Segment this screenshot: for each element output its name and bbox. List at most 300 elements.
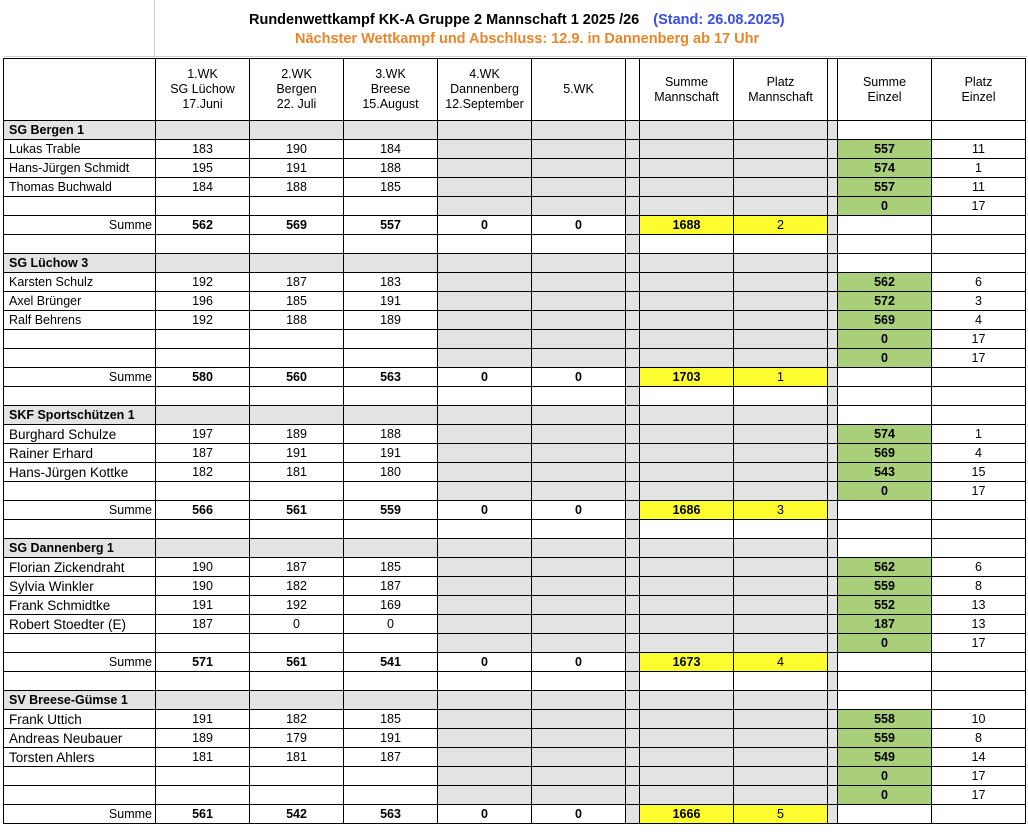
cell[interactable] (250, 691, 344, 710)
cell[interactable] (156, 235, 250, 254)
cell[interactable] (640, 273, 734, 292)
sum-label[interactable]: Summe (4, 216, 156, 235)
shooter-score-wk4[interactable] (438, 178, 532, 197)
cell[interactable] (626, 672, 640, 691)
spacer-cell[interactable] (828, 121, 838, 140)
spacer-cell[interactable] (828, 178, 838, 197)
cell[interactable] (4, 672, 156, 691)
spacer-cell[interactable] (626, 349, 640, 368)
cell[interactable] (4, 387, 156, 406)
shooter-rank[interactable]: 1 (932, 425, 1026, 444)
shooter-name[interactable]: Frank Uttich (4, 710, 156, 729)
cell[interactable] (640, 558, 734, 577)
cell[interactable] (734, 406, 828, 425)
shooter-score-wk4[interactable] (438, 292, 532, 311)
team-total[interactable]: 1673 (640, 653, 734, 672)
shooter-total[interactable]: 0 (838, 197, 932, 216)
shooter-score-wk4[interactable] (438, 767, 532, 786)
cell[interactable] (838, 539, 932, 558)
column-header-wk2[interactable] (250, 59, 344, 121)
cell[interactable] (734, 387, 828, 406)
shooter-score-wk4[interactable] (438, 558, 532, 577)
shooter-rank[interactable]: 1 (932, 159, 1026, 178)
spacer-cell[interactable] (626, 539, 640, 558)
shooter-rank[interactable]: 4 (932, 311, 1026, 330)
shooter-score-wk2[interactable]: 188 (250, 311, 344, 330)
shooter-score-wk4[interactable] (438, 311, 532, 330)
cell[interactable] (626, 387, 640, 406)
spacer-cell[interactable] (828, 615, 838, 634)
cell[interactable] (640, 387, 734, 406)
spacer-cell[interactable] (626, 786, 640, 805)
cell[interactable] (932, 406, 1026, 425)
team-total-wk1[interactable]: 561 (156, 805, 250, 824)
header-empty-cell[interactable] (4, 0, 155, 57)
shooter-score-wk5[interactable] (532, 292, 626, 311)
shooter-total[interactable]: 0 (838, 786, 932, 805)
cell[interactable] (250, 406, 344, 425)
team-total-wk3[interactable]: 563 (344, 805, 438, 824)
cell[interactable] (734, 254, 828, 273)
shooter-total[interactable]: 562 (838, 273, 932, 292)
cell[interactable] (640, 140, 734, 159)
shooter-score-wk3[interactable]: 185 (344, 710, 438, 729)
cell[interactable] (344, 691, 438, 710)
spacer-cell[interactable] (626, 615, 640, 634)
cell[interactable] (438, 520, 532, 539)
spacer-cell[interactable] (828, 482, 838, 501)
team-rank[interactable]: 2 (734, 216, 828, 235)
cell[interactable] (838, 235, 932, 254)
cell[interactable] (828, 387, 838, 406)
shooter-score-wk1[interactable]: 181 (156, 748, 250, 767)
spacer-cell[interactable] (828, 558, 838, 577)
cell[interactable] (640, 786, 734, 805)
shooter-total[interactable]: 569 (838, 311, 932, 330)
cell[interactable] (532, 406, 626, 425)
shooter-score-wk4[interactable] (438, 463, 532, 482)
spacer-cell[interactable] (828, 805, 838, 824)
spacer-cell[interactable] (828, 463, 838, 482)
spacer-cell[interactable] (626, 292, 640, 311)
cell[interactable] (640, 577, 734, 596)
shooter-score-wk5[interactable] (532, 729, 626, 748)
cell[interactable] (250, 254, 344, 273)
shooter-total[interactable]: 562 (838, 558, 932, 577)
cell[interactable] (640, 520, 734, 539)
shooter-score-wk5[interactable] (532, 786, 626, 805)
cell[interactable] (734, 615, 828, 634)
team-total-wk1[interactable]: 571 (156, 653, 250, 672)
shooter-score-wk5[interactable] (532, 197, 626, 216)
cell[interactable] (734, 311, 828, 330)
shooter-score-wk5[interactable] (532, 482, 626, 501)
cell[interactable] (156, 254, 250, 273)
cell[interactable] (156, 672, 250, 691)
cell[interactable] (250, 235, 344, 254)
cell[interactable] (734, 520, 828, 539)
spacer-cell[interactable] (828, 273, 838, 292)
spacer-cell[interactable] (828, 425, 838, 444)
spacer-cell[interactable] (626, 216, 640, 235)
cell[interactable] (532, 520, 626, 539)
shooter-name[interactable]: Burghard Schulze (4, 425, 156, 444)
cell[interactable] (640, 482, 734, 501)
shooter-score-wk2[interactable]: 182 (250, 710, 344, 729)
shooter-rank[interactable]: 17 (932, 482, 1026, 501)
shooter-score-wk4[interactable] (438, 273, 532, 292)
column-header-wk4[interactable] (438, 59, 532, 121)
spacer-cell[interactable] (626, 596, 640, 615)
cell[interactable] (734, 634, 828, 653)
spacer-cell[interactable] (828, 710, 838, 729)
cell[interactable] (932, 121, 1026, 140)
cell[interactable] (734, 330, 828, 349)
cell[interactable] (932, 501, 1026, 520)
cell[interactable] (734, 444, 828, 463)
shooter-score-wk2[interactable]: 187 (250, 273, 344, 292)
shooter-rank[interactable]: 17 (932, 330, 1026, 349)
team-rank[interactable]: 4 (734, 653, 828, 672)
cell[interactable] (532, 254, 626, 273)
cell[interactable] (932, 216, 1026, 235)
team-total-wk3[interactable]: 541 (344, 653, 438, 672)
shooter-score-wk4[interactable] (438, 748, 532, 767)
column-header-platz-mannschaft[interactable] (734, 59, 828, 121)
spacer-cell[interactable] (828, 349, 838, 368)
shooter-score-wk2[interactable]: 192 (250, 596, 344, 615)
shooter-score-wk3[interactable]: 0 (344, 615, 438, 634)
team-total-wk1[interactable]: 562 (156, 216, 250, 235)
team-total-wk2[interactable]: 560 (250, 368, 344, 387)
column-header-summe-mannschaft[interactable] (640, 59, 734, 121)
cell[interactable] (734, 729, 828, 748)
cell[interactable] (734, 425, 828, 444)
cell[interactable] (640, 539, 734, 558)
header-title-cell[interactable] (155, 0, 1027, 57)
cell[interactable] (438, 121, 532, 140)
shooter-rank[interactable]: 17 (932, 786, 1026, 805)
shooter-score-wk2[interactable]: 185 (250, 292, 344, 311)
cell[interactable] (344, 406, 438, 425)
shooter-total[interactable]: 558 (838, 710, 932, 729)
cell[interactable] (932, 653, 1026, 672)
cell[interactable] (156, 520, 250, 539)
shooter-score-wk1[interactable] (156, 482, 250, 501)
team-total-wk3[interactable]: 557 (344, 216, 438, 235)
shooter-score-wk1[interactable]: 183 (156, 140, 250, 159)
shooter-total[interactable]: 552 (838, 596, 932, 615)
shooter-rank[interactable]: 10 (932, 710, 1026, 729)
cell[interactable] (932, 254, 1026, 273)
shooter-score-wk3[interactable] (344, 197, 438, 216)
spacer-cell[interactable] (626, 577, 640, 596)
cell[interactable] (438, 406, 532, 425)
shooter-score-wk1[interactable] (156, 634, 250, 653)
shooter-rank[interactable]: 6 (932, 273, 1026, 292)
shooter-total[interactable]: 0 (838, 330, 932, 349)
shooter-total[interactable]: 557 (838, 140, 932, 159)
team-total-wk4[interactable]: 0 (438, 501, 532, 520)
team-total-wk2[interactable]: 561 (250, 653, 344, 672)
cell[interactable] (640, 349, 734, 368)
cell[interactable] (532, 539, 626, 558)
cell[interactable] (734, 710, 828, 729)
shooter-name[interactable]: Hans-Jürgen Kottke (4, 463, 156, 482)
shooter-score-wk2[interactable]: 179 (250, 729, 344, 748)
shooter-score-wk3[interactable]: 169 (344, 596, 438, 615)
shooter-name[interactable]: Lukas Trable (4, 140, 156, 159)
shooter-total[interactable]: 559 (838, 729, 932, 748)
cell[interactable] (438, 672, 532, 691)
sum-label[interactable]: Summe (4, 805, 156, 824)
spacer-cell[interactable] (828, 330, 838, 349)
column-header-summe-einzel[interactable] (838, 59, 932, 121)
cell[interactable] (532, 121, 626, 140)
spacer-cell[interactable] (828, 59, 838, 121)
cell[interactable] (640, 178, 734, 197)
shooter-name[interactable] (4, 349, 156, 368)
shooter-score-wk2[interactable] (250, 482, 344, 501)
shooter-score-wk5[interactable] (532, 710, 626, 729)
shooter-score-wk4[interactable] (438, 482, 532, 501)
shooter-rank[interactable]: 17 (932, 634, 1026, 653)
cell[interactable] (156, 539, 250, 558)
spacer-cell[interactable] (828, 197, 838, 216)
shooter-rank[interactable]: 6 (932, 558, 1026, 577)
cell[interactable] (734, 178, 828, 197)
cell[interactable] (838, 501, 932, 520)
shooter-name[interactable]: Robert Stoedter (E) (4, 615, 156, 634)
spacer-cell[interactable] (626, 197, 640, 216)
cell[interactable] (828, 235, 838, 254)
shooter-name[interactable] (4, 330, 156, 349)
cell[interactable] (838, 387, 932, 406)
shooter-score-wk2[interactable] (250, 197, 344, 216)
spacer-cell[interactable] (626, 425, 640, 444)
cell[interactable] (932, 691, 1026, 710)
shooter-score-wk3[interactable]: 187 (344, 577, 438, 596)
shooter-score-wk2[interactable]: 191 (250, 444, 344, 463)
shooter-rank[interactable]: 15 (932, 463, 1026, 482)
spacer-cell[interactable] (828, 140, 838, 159)
cell[interactable] (932, 672, 1026, 691)
shooter-score-wk1[interactable]: 195 (156, 159, 250, 178)
cell[interactable] (640, 634, 734, 653)
shooter-score-wk5[interactable] (532, 577, 626, 596)
shooter-score-wk1[interactable] (156, 197, 250, 216)
spacer-cell[interactable] (626, 558, 640, 577)
column-header-wk5[interactable] (532, 59, 626, 121)
cell[interactable] (734, 235, 828, 254)
cell[interactable] (838, 653, 932, 672)
shooter-score-wk1[interactable]: 190 (156, 577, 250, 596)
shooter-rank[interactable]: 17 (932, 197, 1026, 216)
shooter-score-wk4[interactable] (438, 710, 532, 729)
cell[interactable] (344, 235, 438, 254)
cell[interactable] (734, 767, 828, 786)
shooter-score-wk2[interactable]: 191 (250, 159, 344, 178)
shooter-score-wk3[interactable]: 189 (344, 311, 438, 330)
shooter-rank[interactable]: 11 (932, 178, 1026, 197)
shooter-name[interactable]: Florian Zickendraht (4, 558, 156, 577)
cell[interactable] (838, 121, 932, 140)
shooter-score-wk4[interactable] (438, 330, 532, 349)
spacer-cell[interactable] (626, 178, 640, 197)
shooter-score-wk5[interactable] (532, 311, 626, 330)
cell[interactable] (838, 216, 932, 235)
team-rank[interactable]: 5 (734, 805, 828, 824)
shooter-score-wk2[interactable] (250, 767, 344, 786)
shooter-name[interactable] (4, 482, 156, 501)
shooter-score-wk1[interactable] (156, 786, 250, 805)
shooter-score-wk1[interactable]: 192 (156, 311, 250, 330)
spacer-cell[interactable] (626, 59, 640, 121)
cell[interactable] (640, 197, 734, 216)
shooter-score-wk4[interactable] (438, 615, 532, 634)
cell[interactable] (640, 748, 734, 767)
cell[interactable] (734, 691, 828, 710)
shooter-score-wk3[interactable] (344, 634, 438, 653)
team-total[interactable]: 1686 (640, 501, 734, 520)
shooter-rank[interactable]: 13 (932, 596, 1026, 615)
team-rank[interactable]: 3 (734, 501, 828, 520)
shooter-score-wk5[interactable] (532, 425, 626, 444)
team-total-wk5[interactable]: 0 (532, 501, 626, 520)
shooter-rank[interactable]: 17 (932, 767, 1026, 786)
shooter-name[interactable]: Ralf Behrens (4, 311, 156, 330)
spacer-cell[interactable] (626, 767, 640, 786)
team-total-wk3[interactable]: 559 (344, 501, 438, 520)
shooter-score-wk3[interactable] (344, 330, 438, 349)
shooter-name[interactable]: Axel Brünger (4, 292, 156, 311)
spacer-cell[interactable] (828, 691, 838, 710)
shooter-name[interactable]: Sylvia Winkler (4, 577, 156, 596)
cell[interactable] (640, 615, 734, 634)
shooter-score-wk5[interactable] (532, 596, 626, 615)
cell[interactable] (156, 387, 250, 406)
shooter-score-wk5[interactable] (532, 558, 626, 577)
shooter-name[interactable]: Torsten Ahlers (4, 748, 156, 767)
shooter-score-wk2[interactable] (250, 634, 344, 653)
sum-label[interactable]: Summe (4, 368, 156, 387)
shooter-score-wk3[interactable] (344, 767, 438, 786)
cell[interactable] (838, 254, 932, 273)
spacer-cell[interactable] (626, 406, 640, 425)
shooter-score-wk3[interactable]: 187 (344, 748, 438, 767)
cell[interactable] (734, 197, 828, 216)
cell[interactable] (640, 330, 734, 349)
cell[interactable] (532, 691, 626, 710)
cell[interactable] (640, 710, 734, 729)
cell[interactable] (734, 121, 828, 140)
cell[interactable] (344, 387, 438, 406)
cell[interactable] (640, 425, 734, 444)
team-total-wk2[interactable]: 569 (250, 216, 344, 235)
shooter-score-wk3[interactable]: 185 (344, 178, 438, 197)
shooter-score-wk3[interactable]: 188 (344, 159, 438, 178)
cell[interactable] (438, 691, 532, 710)
spacer-cell[interactable] (828, 216, 838, 235)
sum-label[interactable]: Summe (4, 501, 156, 520)
shooter-score-wk1[interactable]: 189 (156, 729, 250, 748)
shooter-score-wk1[interactable]: 184 (156, 178, 250, 197)
cell[interactable] (438, 387, 532, 406)
shooter-total[interactable]: 549 (838, 748, 932, 767)
shooter-score-wk5[interactable] (532, 330, 626, 349)
spacer-cell[interactable] (828, 254, 838, 273)
shooter-name[interactable]: Hans-Jürgen Schmidt (4, 159, 156, 178)
shooter-score-wk4[interactable] (438, 197, 532, 216)
shooter-score-wk5[interactable] (532, 748, 626, 767)
spacer-cell[interactable] (626, 140, 640, 159)
column-header-wk3[interactable] (344, 59, 438, 121)
team-total-wk5[interactable]: 0 (532, 805, 626, 824)
shooter-rank[interactable]: 4 (932, 444, 1026, 463)
shooter-score-wk1[interactable]: 187 (156, 444, 250, 463)
cell[interactable] (532, 672, 626, 691)
cell[interactable] (438, 235, 532, 254)
shooter-total[interactable]: 0 (838, 767, 932, 786)
cell[interactable] (344, 672, 438, 691)
team-name[interactable]: SV Breese-Gümse 1 (4, 691, 156, 710)
cell[interactable] (640, 672, 734, 691)
cell[interactable] (640, 254, 734, 273)
shooter-total[interactable]: 543 (838, 463, 932, 482)
shooter-score-wk1[interactable]: 191 (156, 596, 250, 615)
team-name[interactable]: SG Lüchow 3 (4, 254, 156, 273)
cell[interactable] (4, 235, 156, 254)
cell[interactable] (932, 805, 1026, 824)
shooter-name[interactable] (4, 767, 156, 786)
team-total-wk5[interactable]: 0 (532, 216, 626, 235)
cell[interactable] (838, 368, 932, 387)
spacer-cell[interactable] (828, 786, 838, 805)
shooter-total[interactable]: 557 (838, 178, 932, 197)
cell[interactable] (250, 121, 344, 140)
team-rank[interactable]: 1 (734, 368, 828, 387)
shooter-name[interactable]: Frank Schmidtke (4, 596, 156, 615)
spacer-cell[interactable] (828, 748, 838, 767)
cell[interactable] (838, 691, 932, 710)
cell[interactable] (626, 520, 640, 539)
spacer-cell[interactable] (626, 634, 640, 653)
cell[interactable] (640, 311, 734, 330)
cell[interactable] (734, 463, 828, 482)
cell[interactable] (156, 121, 250, 140)
cell[interactable] (640, 235, 734, 254)
cell[interactable] (734, 349, 828, 368)
cell[interactable] (640, 406, 734, 425)
spacer-cell[interactable] (626, 729, 640, 748)
spacer-cell[interactable] (828, 406, 838, 425)
team-total-wk4[interactable]: 0 (438, 216, 532, 235)
shooter-score-wk4[interactable] (438, 596, 532, 615)
shooter-score-wk5[interactable] (532, 140, 626, 159)
spacer-cell[interactable] (626, 159, 640, 178)
shooter-score-wk3[interactable] (344, 349, 438, 368)
cell[interactable] (640, 463, 734, 482)
shooter-name[interactable]: Andreas Neubauer (4, 729, 156, 748)
shooter-score-wk5[interactable] (532, 273, 626, 292)
cell[interactable] (734, 748, 828, 767)
team-total-wk4[interactable]: 0 (438, 653, 532, 672)
column-header-name[interactable] (4, 59, 156, 121)
shooter-score-wk3[interactable]: 184 (344, 140, 438, 159)
cell[interactable] (344, 539, 438, 558)
cell[interactable] (734, 672, 828, 691)
cell[interactable] (828, 520, 838, 539)
